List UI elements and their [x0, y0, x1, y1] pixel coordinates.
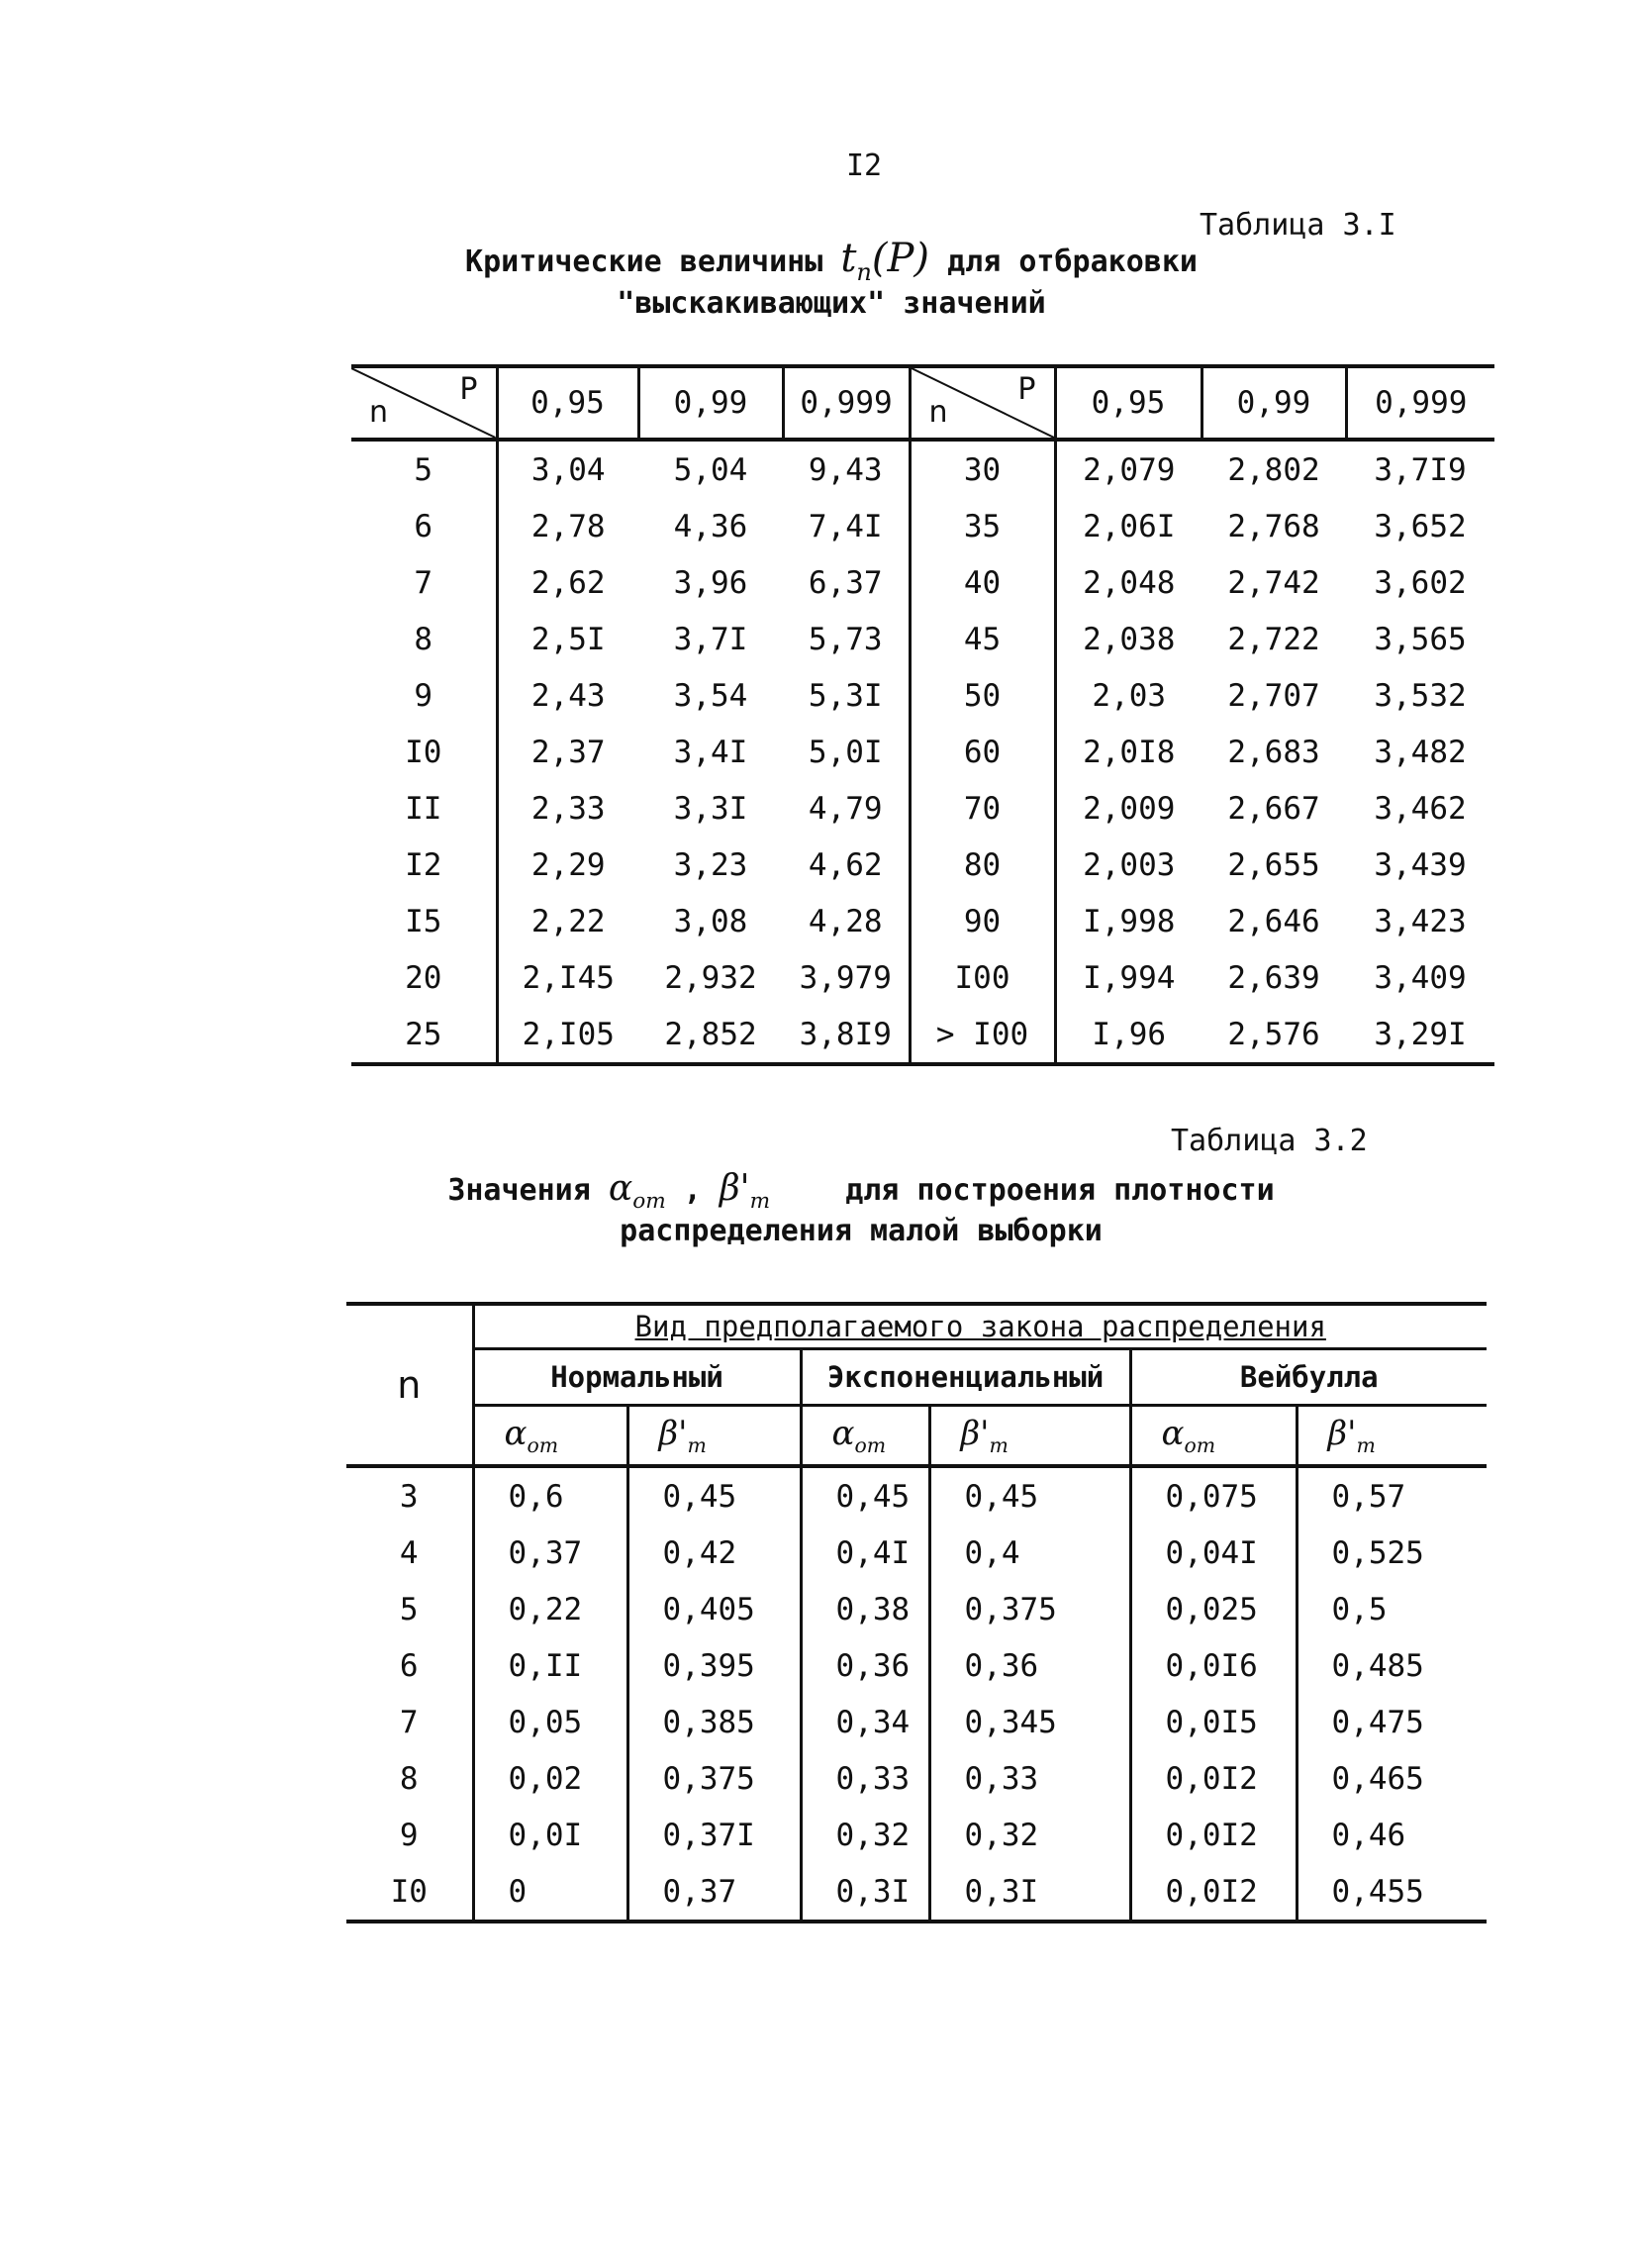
- value-cell: 9,43: [783, 440, 910, 498]
- value-cell: 2,03: [1092, 677, 1167, 714]
- value-cell: 0,45: [929, 1466, 1130, 1525]
- row-n-cell: 4: [346, 1525, 473, 1581]
- row-n-cell: I2: [351, 837, 497, 893]
- value-cell: 2,038: [1083, 621, 1176, 657]
- value-cell: 0,0I: [473, 1807, 627, 1863]
- table-row: [346, 1863, 1487, 1922]
- row-n-cell: II: [351, 780, 497, 837]
- table1-p-header: 0,95: [1055, 366, 1201, 440]
- density-params-table: [346, 1302, 1487, 1923]
- value-cell: 2,639: [1227, 959, 1320, 996]
- value-cell: I,96: [1092, 1016, 1167, 1052]
- value-cell: 0,0I2: [1130, 1750, 1297, 1807]
- value-cell: 2,655: [1227, 846, 1320, 883]
- value-cell: 2,932: [664, 959, 757, 996]
- value-cell: 0,525: [1331, 1534, 1424, 1571]
- value-cell: 5,04: [673, 451, 748, 488]
- value-cell: 2,37: [530, 734, 606, 770]
- value-cell: 5,73: [783, 611, 910, 667]
- value-cell: 2,0I8: [1083, 734, 1176, 770]
- value-cell: 0,3I: [929, 1863, 1130, 1922]
- value-cell: 0,455: [1331, 1873, 1424, 1910]
- value-cell: 0,025: [1130, 1581, 1297, 1637]
- table2-label: Таблица 3.2: [1171, 1124, 1368, 1158]
- value-cell: 2,06I: [1083, 508, 1176, 544]
- value-cell: 3,532: [1374, 677, 1467, 714]
- row-n-cell: 9: [351, 667, 497, 724]
- value-cell: 0: [473, 1863, 627, 1922]
- value-cell: 0,5: [1331, 1591, 1388, 1627]
- value-cell: 0,34: [801, 1694, 929, 1750]
- value-cell: 0,405: [627, 1581, 801, 1637]
- table2-caption: [416, 1168, 1306, 1248]
- table-row: [351, 440, 1494, 498]
- value-cell: 2,003: [1083, 846, 1176, 883]
- value-cell: 0,22: [473, 1581, 627, 1637]
- value-cell: 3,08: [673, 903, 748, 939]
- value-cell: 2,29: [530, 846, 606, 883]
- table1-caption-symbol: $t_n(P)$: [840, 236, 930, 286]
- row-n-cell: I00: [910, 949, 1055, 1006]
- table-row: [346, 1637, 1487, 1694]
- value-cell: 0,345: [929, 1694, 1130, 1750]
- value-cell: 0,32: [801, 1807, 929, 1863]
- table-row: [351, 724, 1494, 780]
- value-cell: 2,62: [530, 564, 606, 601]
- value-cell: 2,I45: [522, 959, 615, 996]
- value-cell: 2,079: [1083, 451, 1176, 488]
- value-cell: 7,4I: [783, 498, 910, 554]
- value-cell: 3,462: [1374, 790, 1467, 827]
- value-cell: 3,54: [673, 677, 748, 714]
- beta-header: $\beta'_m$: [929, 1406, 1130, 1467]
- value-cell: 0,475: [1331, 1704, 1424, 1740]
- value-cell: 0,32: [929, 1807, 1130, 1863]
- table1-p-header: 0,99: [1201, 366, 1346, 440]
- value-cell: 3,565: [1374, 621, 1467, 657]
- page-number: I2: [846, 148, 883, 183]
- row-n-cell: 8: [346, 1750, 473, 1807]
- value-cell: 0,37: [473, 1525, 627, 1581]
- value-cell: 0,465: [1331, 1760, 1424, 1797]
- value-cell: 2,667: [1227, 790, 1320, 827]
- table1-corner-cell: n P: [351, 366, 497, 440]
- row-n-cell: 50: [910, 667, 1055, 724]
- row-n-cell: 35: [910, 498, 1055, 554]
- value-cell: 0,485: [1331, 1647, 1424, 1684]
- alpha-header: $\alpha_{om}$: [801, 1406, 929, 1467]
- value-cell: 0,3I: [801, 1863, 929, 1922]
- value-cell: 2,683: [1227, 734, 1320, 770]
- row-n-cell: > I00: [910, 1006, 1055, 1064]
- value-cell: 0,075: [1130, 1466, 1297, 1525]
- value-cell: 0,37: [627, 1863, 801, 1922]
- table-row: [351, 667, 1494, 724]
- row-n-cell: I0: [346, 1863, 473, 1922]
- value-cell: 3,3I: [673, 790, 748, 827]
- row-n-cell: 5: [346, 1581, 473, 1637]
- row-n-cell: 40: [910, 554, 1055, 611]
- value-cell: 0,395: [627, 1637, 801, 1694]
- row-n-cell: 70: [910, 780, 1055, 837]
- value-cell: 0,57: [1331, 1478, 1406, 1515]
- dist-normal-header: Нормальный: [473, 1349, 801, 1406]
- value-cell: 3,8I9: [783, 1006, 910, 1064]
- value-cell: 3,04: [530, 451, 606, 488]
- table1-p-header: 0,99: [638, 366, 783, 440]
- value-cell: 0,36: [801, 1637, 929, 1694]
- value-cell: 3,4I: [673, 734, 748, 770]
- value-cell: 3,7I: [673, 621, 748, 657]
- table-row: [351, 498, 1494, 554]
- table-row: [351, 837, 1494, 893]
- value-cell: 0,04I: [1130, 1525, 1297, 1581]
- table2-caption-part1: Значения: [447, 1173, 591, 1208]
- value-cell: 0,42: [627, 1525, 801, 1581]
- value-cell: 2,707: [1227, 677, 1320, 714]
- row-n-cell: I5: [351, 893, 497, 949]
- alpha-header: $\alpha_{om}$: [1130, 1406, 1297, 1467]
- dist-exponential-header: Экспоненциальный: [801, 1349, 1130, 1406]
- critical-values-table: [351, 364, 1494, 1066]
- table1-caption-part2: для отбраковки: [947, 245, 1198, 279]
- value-cell: 0,45: [627, 1466, 801, 1525]
- value-cell: 5,0I: [783, 724, 910, 780]
- alpha-symbol: $\alpha_{om}$: [608, 1168, 666, 1215]
- table-row: [351, 780, 1494, 837]
- value-cell: 3,96: [673, 564, 748, 601]
- table1-label: Таблица 3.I: [1200, 208, 1396, 243]
- value-cell: I,998: [1083, 903, 1176, 939]
- table1-header-row: [351, 366, 1494, 440]
- row-n-cell: 6: [346, 1637, 473, 1694]
- value-cell: 0,385: [627, 1694, 801, 1750]
- row-n-cell: 7: [351, 554, 497, 611]
- row-n-cell: 5: [351, 440, 497, 498]
- value-cell: 6,37: [783, 554, 910, 611]
- table1-caption-line2: "выскакивающих" значений: [617, 286, 1046, 321]
- table2-dist-row: [346, 1349, 1487, 1406]
- beta-header: $\beta'_m$: [1327, 1414, 1376, 1457]
- table-row: [346, 1750, 1487, 1807]
- value-cell: 0,46: [1331, 1817, 1406, 1853]
- value-cell: 0,45: [801, 1466, 929, 1525]
- value-cell: 2,768: [1227, 508, 1320, 544]
- value-cell: 2,852: [664, 1016, 757, 1052]
- table1-caption: [435, 236, 1227, 321]
- table2-sub-row: [346, 1406, 1487, 1467]
- value-cell: 0,33: [801, 1750, 929, 1807]
- row-n-cell: 9: [346, 1807, 473, 1863]
- value-cell: 0,375: [627, 1750, 801, 1807]
- table-row: [351, 893, 1494, 949]
- table-row: [346, 1581, 1487, 1637]
- value-cell: 2,5I: [530, 621, 606, 657]
- value-cell: 2,646: [1227, 903, 1320, 939]
- table-row: [346, 1466, 1487, 1525]
- table2-n-header: n: [346, 1304, 473, 1466]
- value-cell: 3,409: [1374, 959, 1467, 996]
- value-cell: 0,0I2: [1130, 1863, 1297, 1922]
- value-cell: 0,02: [473, 1750, 627, 1807]
- value-cell: I,994: [1083, 959, 1176, 996]
- value-cell: 2,048: [1083, 564, 1176, 601]
- row-n-cell: 30: [910, 440, 1055, 498]
- table1-p-header: 0,999: [1375, 385, 1468, 421]
- row-n-cell: 3: [346, 1466, 473, 1525]
- value-cell: 0,0I5: [1130, 1694, 1297, 1750]
- value-cell: 0,05: [473, 1694, 627, 1750]
- value-cell: 4,36: [673, 508, 748, 544]
- value-cell: 0,6: [473, 1466, 627, 1525]
- value-cell: 0,0I6: [1130, 1637, 1297, 1694]
- value-cell: 0,4: [929, 1525, 1130, 1581]
- alpha-header: $\alpha_{om}$: [473, 1406, 627, 1467]
- table1-p-header: 0,95: [497, 366, 638, 440]
- row-n-cell: 6: [351, 498, 497, 554]
- value-cell: 2,33: [530, 790, 606, 827]
- value-cell: 0,4I: [801, 1525, 929, 1581]
- value-cell: 0,375: [929, 1581, 1130, 1637]
- value-cell: 2,576: [1227, 1016, 1320, 1052]
- value-cell: 2,802: [1227, 451, 1320, 488]
- table2-header-row: [346, 1304, 1487, 1349]
- row-n-cell: 20: [351, 949, 497, 1006]
- value-cell: 2,009: [1083, 790, 1176, 827]
- value-cell: 3,482: [1374, 734, 1467, 770]
- table1-p-header: 0,999: [783, 366, 910, 440]
- table1-corner-cell: n P: [910, 366, 1055, 440]
- value-cell: 4,62: [783, 837, 910, 893]
- table-row: [351, 949, 1494, 1006]
- table2-caption-line2: распределения малой выборки: [620, 1214, 1103, 1249]
- caption-separator: ,: [683, 1173, 702, 1208]
- value-cell: 2,78: [530, 508, 606, 544]
- table-row: [351, 1006, 1494, 1064]
- value-cell: 0,II: [473, 1637, 627, 1694]
- table-row: [346, 1525, 1487, 1581]
- value-cell: 3,439: [1374, 846, 1467, 883]
- row-n-cell: 25: [351, 1006, 497, 1064]
- table-row: [351, 611, 1494, 667]
- value-cell: 3,423: [1374, 903, 1467, 939]
- value-cell: 4,79: [783, 780, 910, 837]
- row-n-cell: 80: [910, 837, 1055, 893]
- value-cell: 0,0I2: [1130, 1807, 1297, 1863]
- table-row: [351, 554, 1494, 611]
- row-n-cell: 60: [910, 724, 1055, 780]
- beta-symbol: $\beta'_m$: [719, 1168, 771, 1215]
- value-cell: 3,23: [673, 846, 748, 883]
- value-cell: 0,38: [801, 1581, 929, 1637]
- table-row: [346, 1694, 1487, 1750]
- value-cell: 5,3I: [783, 667, 910, 724]
- table2-caption-part2: для построения плотности: [845, 1173, 1275, 1208]
- value-cell: 2,I05: [522, 1016, 615, 1052]
- value-cell: 0,37I: [627, 1807, 801, 1863]
- dist-weibull-header: Вейбулла: [1130, 1349, 1487, 1406]
- table-row: [346, 1807, 1487, 1863]
- value-cell: 2,742: [1227, 564, 1320, 601]
- value-cell: 2,22: [530, 903, 606, 939]
- value-cell: 3,652: [1374, 508, 1467, 544]
- value-cell: 3,7I9: [1374, 451, 1467, 488]
- table1-caption-part1: Критические величины: [465, 245, 823, 279]
- row-n-cell: I0: [351, 724, 497, 780]
- value-cell: 0,33: [929, 1750, 1130, 1807]
- table2-law-header: Вид предполагаемого закона распределения: [473, 1304, 1487, 1349]
- value-cell: 2,722: [1227, 621, 1320, 657]
- row-n-cell: 90: [910, 893, 1055, 949]
- value-cell: 3,602: [1374, 564, 1467, 601]
- value-cell: 0,36: [929, 1637, 1130, 1694]
- value-cell: 2,43: [530, 677, 606, 714]
- value-cell: 3,29I: [1374, 1016, 1467, 1052]
- row-n-cell: 8: [351, 611, 497, 667]
- beta-header: $\beta'_m$: [627, 1406, 801, 1467]
- row-n-cell: 45: [910, 611, 1055, 667]
- value-cell: 3,979: [783, 949, 910, 1006]
- row-n-cell: 7: [346, 1694, 473, 1750]
- value-cell: 4,28: [783, 893, 910, 949]
